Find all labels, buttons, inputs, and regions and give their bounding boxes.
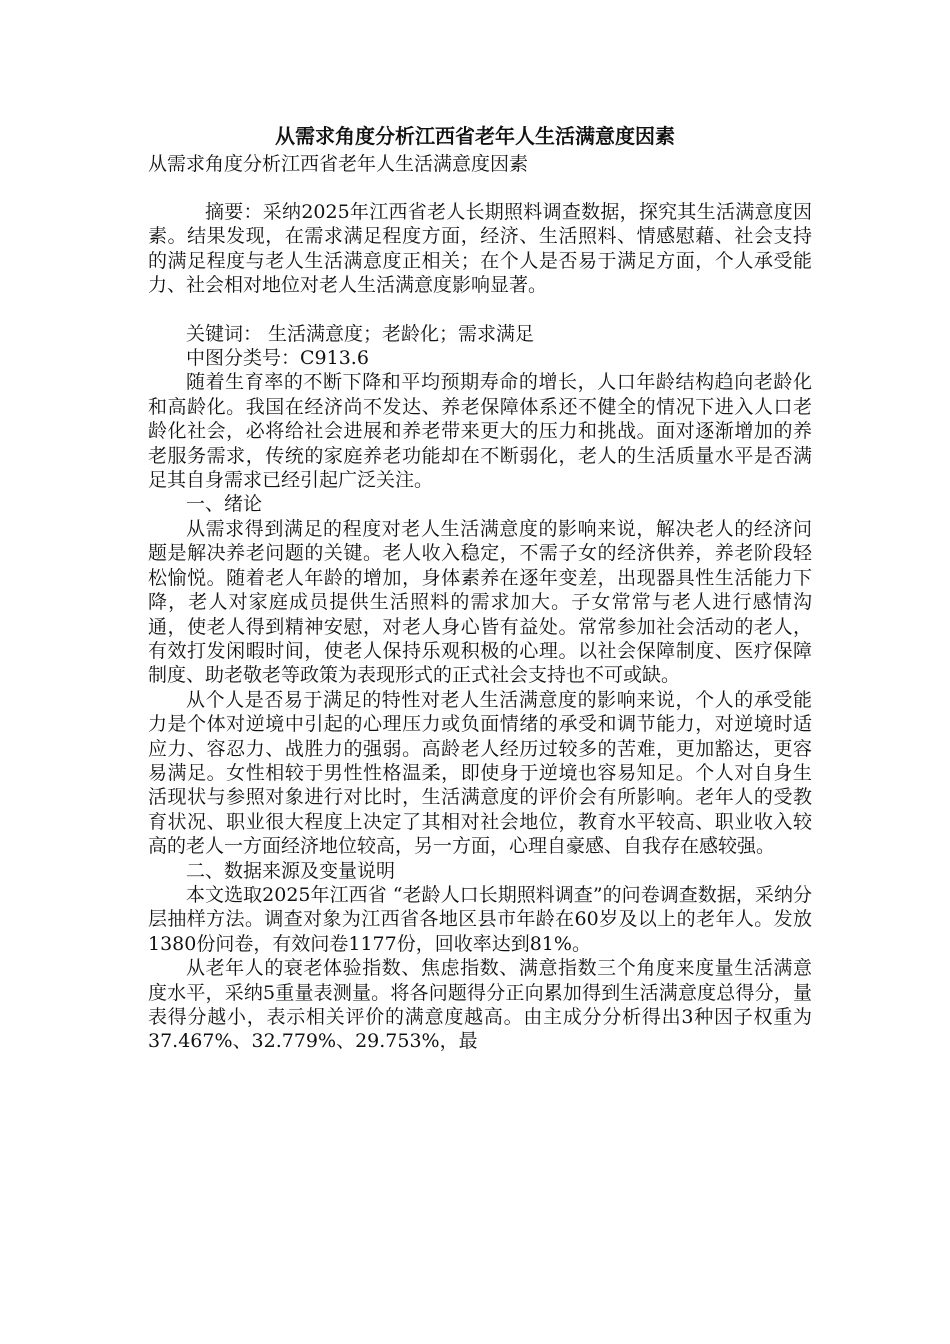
document-subtitle: 从需求角度分析江西省老年人生活满意度因素 — [148, 153, 529, 175]
abstract-paragraph: 摘要：采纳2025年江西省老人长期照料调查数据，探究其生活满意度因素。结果发现，在需求满足程度方面，经济、生活照料、情感慰藉、社会支持的满足程度与老人生活满意度正相关；在个人是否易于满足方面，个人承受能力、社会相对地位对老人生活满意度影响显著。 — [148, 201, 812, 297]
section-heading-data-source: 二、数据来源及变量说明 — [186, 859, 396, 882]
section-heading-introduction: 一、绪论 — [186, 493, 263, 516]
keywords-line: 关键词： 生活满意度；老龄化；需求满足 — [186, 322, 535, 345]
body-paragraph: 本文选取2025年江西省 “老龄人口长期照料调查”的问卷调查数据，采纳分层抽样方法。调查对象为江西省各地区县市年龄在60岁及以上的老年人。发放1380份问卷，有效问卷1177份，回收率达到81%。 — [148, 883, 812, 955]
intro-paragraph: 随着生育率的不断下降和平均预期寿命的增长，人口年龄结构趋向老龄化和高龄化。我国在经济尚不发达、养老保障体系还不健全的情况下进入人口老龄化社会，必将给社会进展和养老带来更大的压力和挑战。面对逐渐增加的养老服务需求，传统的家庭养老功能却在不断弱化，老人的生活质量水平是否满足其自身需求已经引起广泛关注。 — [148, 371, 812, 492]
document-body — [148, 200, 812, 1054]
body-paragraph: 从个人是否易于满足的特性对老人生活满意度的影响来说，个人的承受能力是个体对逆境中引起的心理压力或负面情绪的承受和调节能力，对逆境时适应力、容忍力、战胜力的强弱。高龄老人经历过较多的苦难，更加豁达，更容易满足。女性相较于男性性格温柔，即使身于逆境也容易知足。个人对自身生活现状与参照对象进行对比时，生活满意度的评价会有所影响。老年人的受教育状况、职业很大程度上决定了其相对社会地位，教育水平较高、职业收入较高的老人一方面经济地位较高，另一方面，心理自豪感、自我存在感较强。 — [148, 688, 812, 858]
body-paragraph: 从老年人的衰老体验指数、焦虑指数、满意指数三个角度来度量生活满意度水平，采纳5重量表测量。将各问题得分正向累加得到生活满意度总得分，量表得分越小，表示相关评价的满意度越高。由主成分分析得出3种因子权重为37.467%、32.779%、29.753%，最 — [148, 957, 812, 1053]
classification-line: 中图分类号：C913.6 — [186, 347, 369, 370]
document-title: 从需求角度分析江西省老年人生活满意度因素 — [275, 124, 675, 148]
body-paragraph: 从需求得到满足的程度对老人生活满意度的影响来说，解决老人的经济问题是解决养老问题的关键。老人收入稳定，不需子女的经济供养，养老阶段轻松愉悦。随着老人年龄的增加，身体素养在逐年变差，出现器具性生活能力下降，老人对家庭成员提供生活照料的需求加大。子女常常与老人进行感情沟通，使老人得到精神安慰，对老人身心皆有益处。常常参加社会活动的老人，有效打发闲暇时间，使老人保持乐观积极的心理。以社会保障制度、医疗保障制度、助老敬老等政策为表现形式的正式社会支持也不可或缺。 — [148, 517, 812, 687]
